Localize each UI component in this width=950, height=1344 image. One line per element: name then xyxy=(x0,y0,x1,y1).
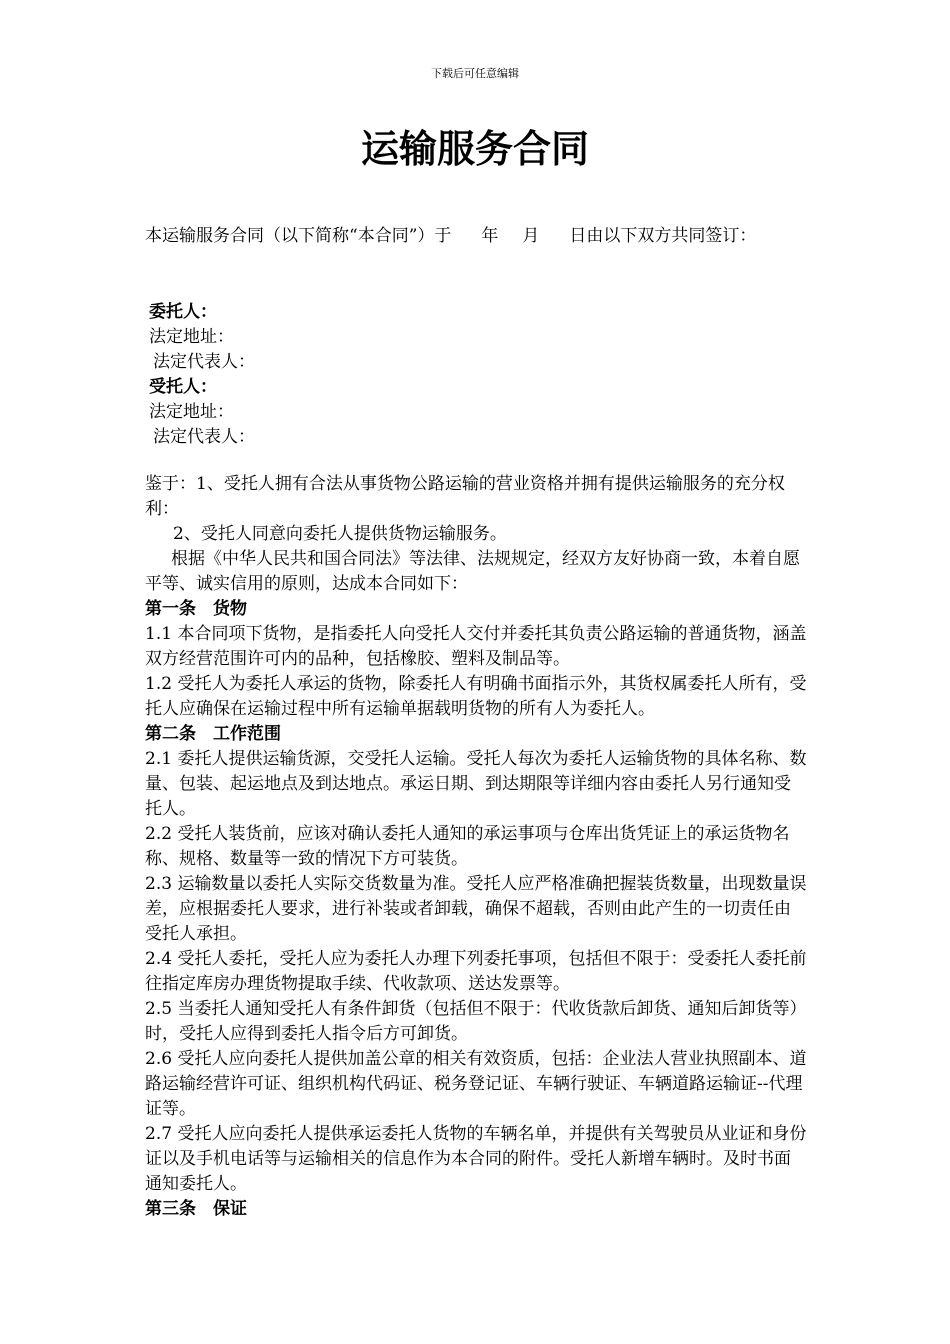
intro-year: 年 xyxy=(481,226,499,246)
parties-section xyxy=(145,300,807,450)
clause-2-6: 2.6 受托人应向委托人提供加盖公章的相关有效资质，包括：企业法人营业执照副本、道路运输经营许可证、组织机构代码证、税务登记证、车辆行驶证、车辆道路运输证--代理证等。 xyxy=(145,1049,807,1119)
principal-representative: 法定代表人： xyxy=(153,352,255,372)
intro-part1: 本运输服务合同（以下简称“本合同”）于 xyxy=(145,226,452,246)
whereas-item-1: 鉴于：1、受托人拥有合法从事货物公路运输的营业资格并拥有提供运输服务的充分权利： xyxy=(145,474,785,519)
principal-label: 委托人： xyxy=(149,302,217,322)
article-2-heading: 第二条 工作范围 xyxy=(145,724,281,744)
clause-1-2: 1.2 受托人为委托人承运的货物，除委托人有明确书面指示外，其货权属委托人所有，受托人应确保在运输过程中所有运输单据载明货物的所有人为委托人。 xyxy=(145,674,807,719)
agent-label: 受托人： xyxy=(149,377,217,397)
whereas-item-2: 2、受托人同意向委托人提供货物运输服务。 xyxy=(173,524,507,544)
header-note: 下载后可任意编辑 xyxy=(431,67,519,80)
clause-1-1: 1.1 本合同项下货物，是指委托人向受托人交付并委托其负责公路运输的普通货物，涵盖双方经营范围许可内的品种，包括橡胶、塑料及制品等。 xyxy=(145,624,807,669)
article-1-heading: 第一条 货物 xyxy=(145,599,247,619)
article-3-heading: 第三条 保证 xyxy=(145,1199,247,1219)
main-body xyxy=(145,472,807,1222)
intro-part2: 日由以下双方共同签订： xyxy=(569,226,757,246)
agent-representative: 法定代表人： xyxy=(153,427,255,447)
clause-2-4: 2.4 受托人委托，受托人应为委托人办理下列委托事项，包括但不限于：受委托人委托前往指定库房办理货物提取手续、代收款项、送达发票等。 xyxy=(145,949,807,994)
agent-address: 法定地址： xyxy=(149,402,234,422)
intro-month: 月 xyxy=(522,226,540,246)
clause-2-3: 2.3 运输数量以委托人实际交货数量为准。受托人应严格准确把握装货数量，出现数量误差，应根据委托人要求，进行补装或者卸载，确保不超载，否则由此产生的一切责任由受托人承担。 xyxy=(145,874,807,944)
intro-section xyxy=(145,224,807,249)
intro-paragraph xyxy=(145,224,807,249)
document-title: 运输服务合同 xyxy=(360,127,589,171)
basis-paragraph: 根据《中华人民共和国合同法》等法律、法规规定，经双方友好协商一致，本着自愿平等、诚实信用的原则，达成本合同如下： xyxy=(145,549,800,594)
clause-2-2: 2.2 受托人装货前，应该对确认委托人通知的承运事项与仓库出货凭证上的承运货物名称、规格、数量等一致的情况下方可装货。 xyxy=(145,824,790,869)
principal-address: 法定地址： xyxy=(149,327,234,347)
clause-2-7: 2.7 受托人应向委托人提供承运委托人货物的车辆名单，并提供有关驾驶员从业证和身份证以及手机电话等与运输相关的信息作为本合同的附件。受托人新增车辆时。及时书面通知委托人。 xyxy=(145,1124,807,1194)
clause-2-5: 2.5 当委托人通知受托人有条件卸货（包括但不限于：代收货款后卸货、通知后卸货等）时，受托人应得到委托人指令后方可卸货。 xyxy=(145,999,807,1044)
clause-2-1: 2.1 委托人提供运输货源，交受托人运输。受托人每次为委托人运输货物的具体名称、数量、包装、起运地点及到达地点。承运日期、到达期限等详细内容由委托人另行通知受托人。 xyxy=(145,749,807,819)
